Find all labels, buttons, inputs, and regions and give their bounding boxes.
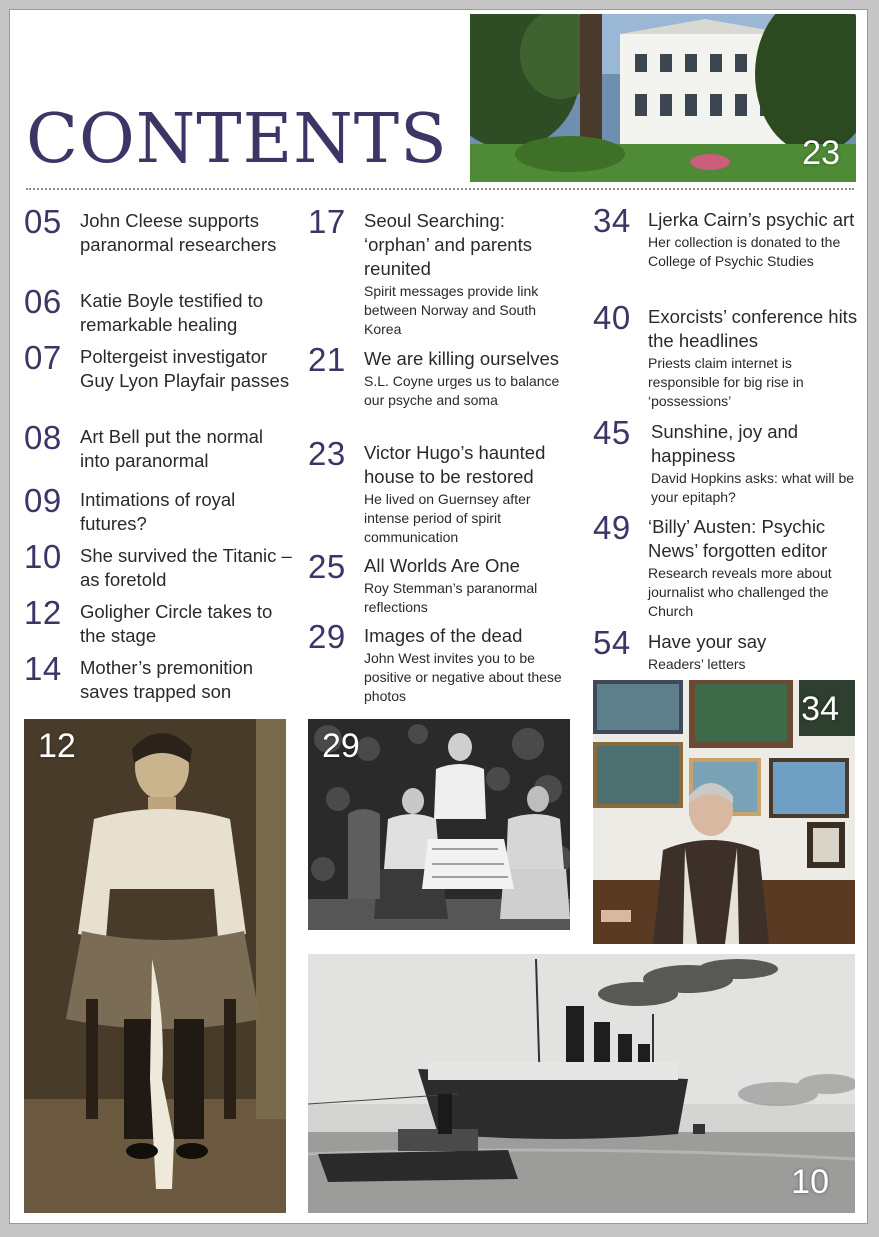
- entry-headline: Exorcists’ conference hits the headlines: [648, 306, 858, 351]
- entry-standfirst: Roy Stemman’s paranormal reflections: [364, 580, 538, 615]
- entry-headline: We are killing ourselves: [364, 348, 560, 369]
- photo-page-number: 23: [802, 134, 840, 172]
- entry-page-number: 29: [308, 618, 346, 655]
- entry-page-number: 07: [24, 339, 62, 376]
- entry-headline: Art Bell put the normal into paranormal: [80, 426, 264, 471]
- entry-headline: Seoul Searching: ‘orphan’ and parents reunited: [364, 210, 532, 279]
- entry-headline: ‘Billy’ Austen: Psychic News’ forgotten editor: [648, 516, 828, 561]
- photo-page-number: 12: [38, 727, 76, 765]
- entry-page-number: 12: [24, 594, 62, 631]
- entry-standfirst: Spirit messages provide link between Norway and South Korea: [364, 283, 539, 337]
- entry-page-number: 17: [308, 203, 346, 240]
- entry-headline: Ljerka Cairn’s psychic art: [648, 209, 855, 230]
- entry-page-number: 09: [24, 482, 62, 519]
- entry-headline: She survived the Titanic – as foretold: [80, 545, 292, 590]
- entry-headline: Intimations of royal futures?: [80, 489, 236, 534]
- contents-page: [9, 9, 868, 1224]
- photo-page-number: 10: [791, 1163, 829, 1201]
- photo-images-of-dead: [308, 719, 570, 930]
- entry-headline: Katie Boyle testified to remarkable healing: [80, 290, 264, 335]
- photo-titanic: [308, 954, 855, 1213]
- dotted-divider: [26, 188, 854, 190]
- entry-standfirst: Readers’ letters: [648, 656, 746, 672]
- photo-goligher-medium: [24, 719, 286, 1213]
- photo-victor-hugo-house: [470, 14, 856, 182]
- titanic-ship-image: [308, 954, 855, 1213]
- photo-ljerka-cairn: [593, 680, 855, 944]
- entry-headline: Images of the dead: [364, 625, 523, 646]
- entry-page-number: 10: [24, 538, 62, 575]
- entry-headline: Sunshine, joy and happiness: [651, 421, 799, 466]
- entry-standfirst: S.L. Coyne urges us to balance our psyche and soma: [364, 373, 560, 408]
- entry-page-number: 34: [593, 202, 631, 239]
- entry-page-number: 45: [593, 414, 631, 451]
- entry-page-number: 14: [24, 650, 62, 687]
- entry-headline: Goligher Circle takes to the stage: [80, 601, 273, 646]
- entry-page-number: 08: [24, 419, 62, 456]
- page-title: CONTENTS: [26, 100, 448, 179]
- entry-page-number: 25: [308, 548, 346, 585]
- seated-woman-image: [24, 719, 286, 1213]
- photo-page-number: 29: [322, 727, 360, 765]
- entry-standfirst: David Hopkins asks: what will be your epitaph?: [651, 470, 855, 505]
- entry-page-number: 23: [308, 435, 346, 472]
- entry-page-number: 21: [308, 341, 346, 378]
- house-garden-image: [470, 14, 856, 182]
- entry-standfirst: Her collection is donated to the College of Psychic Studies: [648, 234, 841, 269]
- entry-page-number: 05: [24, 203, 62, 240]
- entry-page-number: 06: [24, 283, 62, 320]
- entry-headline: John Cleese supports paranormal researchers: [80, 210, 277, 255]
- entry-standfirst: Research reveals more about journalist who challenged the Church: [648, 565, 832, 619]
- entry-page-number: 40: [593, 299, 631, 336]
- entry-standfirst: He lived on Guernsey after intense period of spirit communication: [364, 491, 531, 545]
- entry-standfirst: Priests claim internet is responsible for big rise in ‘possessions’: [648, 355, 804, 409]
- entry-headline: All Worlds Are One: [364, 555, 520, 576]
- entry-page-number: 49: [593, 509, 631, 546]
- entry-page-number: 54: [593, 624, 631, 661]
- entry-standfirst: John West invites you to be positive or negative about these photos: [364, 650, 562, 704]
- entry-headline: Poltergeist investigator Guy Lyon Playfair passes: [80, 346, 290, 391]
- entry-headline: Victor Hugo’s haunted house to be restored: [364, 442, 546, 487]
- photo-page-number: 34: [801, 690, 839, 728]
- entry-headline: Have your say: [648, 631, 767, 652]
- entry-headline: Mother’s premonition saves trapped son: [80, 657, 254, 702]
